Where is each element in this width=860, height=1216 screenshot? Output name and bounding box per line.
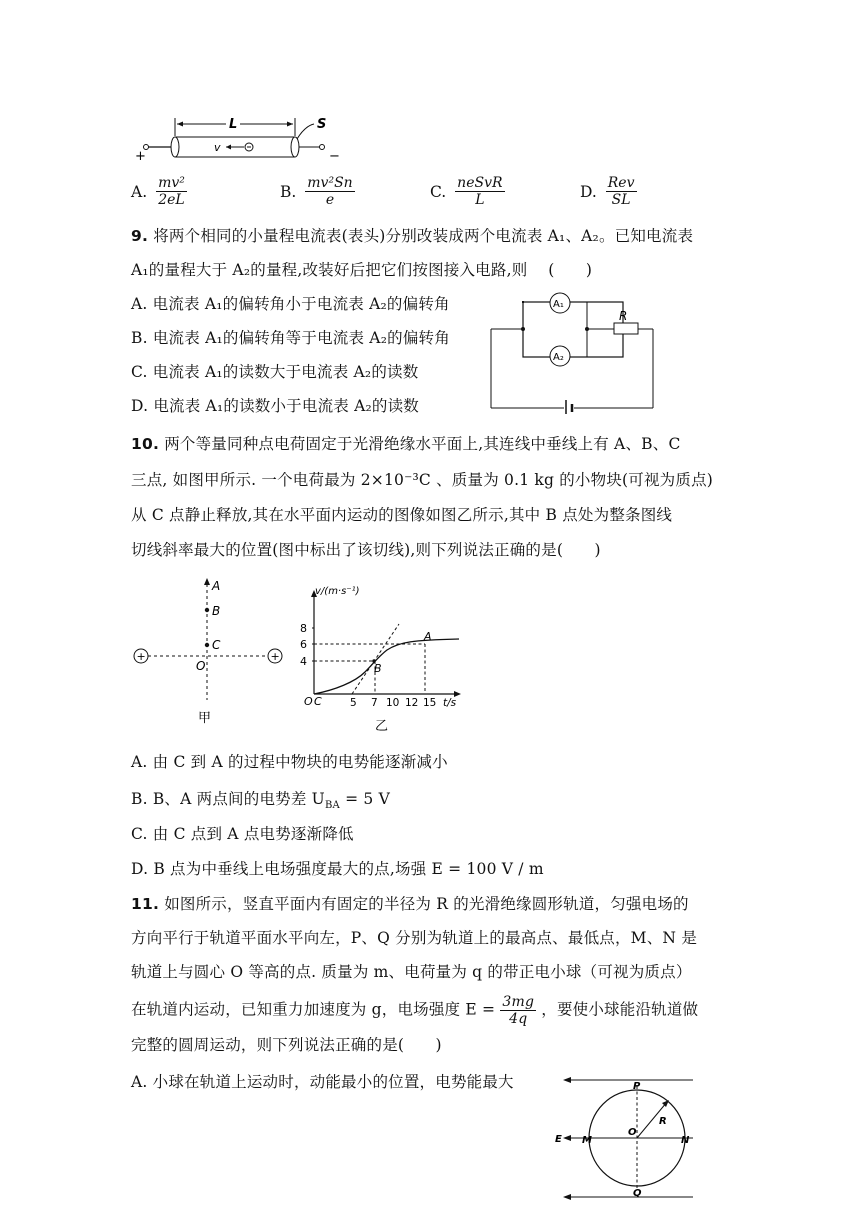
q11-stem-text4-post: ，要使小球能沿轨道做 [541,1000,699,1019]
q11-stem-line5: 完整的圆周运动，则下列说法正确的是( ) [131,1036,442,1054]
q8-option-a-denominator: 2eL [158,192,185,208]
q10-option-b [131,787,390,811]
q8-option-c-label: C. [430,182,447,201]
q8-option-b-label: B. [280,182,297,201]
q9-number: 9. [131,227,149,245]
q10-yi-ytick-6: 6 [300,638,307,651]
q10-yi-ytick-8: 8 [300,622,307,635]
q11-stem-text4-pre: 在轨道内运动，已知重力加速度为 g，电场强度 E = [131,1000,496,1019]
q10-yi-xlabel: t/s [443,697,457,709]
q10-jia-label-A: A [212,579,221,593]
q8-option-c-numerator: neSvR [457,175,503,191]
q10-jia-caption: 甲 [198,711,212,726]
q9-resistor-label: R [619,309,628,323]
q8-option-a-fraction [156,175,187,208]
q9-ammeter-a2-label: A₂ [553,352,564,363]
q8-label-minus: − [329,149,340,164]
q8-label-L: L [229,117,238,132]
q10-yi-label-A: A [424,630,432,643]
svg-text:+: + [136,650,146,663]
q8-option-d-numerator: Rev [607,175,635,191]
q11-label-N: N [681,1135,690,1146]
q9-stem-text1: 将两个相同的小量程电流表(表头)分别改装成两个电流表 A₁、A₂。已知电流表 [153,227,694,245]
q11-stem-text1: 如图所示，竖直平面内有固定的半径为 R 的光滑绝缘圆形轨道，匀强电场的 [164,895,689,913]
q10-yi-ytick-4: 4 [300,655,307,668]
q10-figure-yi [295,580,470,738]
q9-option-d: D. 电流表 A₁的读数小于电流表 A₂的读数 [131,397,419,415]
q10-yi-label-B: B [374,662,382,675]
q8-option-a [131,175,187,208]
q10-stem-line1 [131,432,681,454]
q8-conductor-figure [130,112,350,167]
q10-jia-label-O: O [196,659,206,673]
q11-field-fraction [500,994,536,1027]
q10-yi-xtick-15: 15 [423,697,437,709]
q8-label-S: S [317,117,327,132]
q11-field-denominator: 4q [509,1011,528,1027]
q8-option-c [430,175,505,208]
q10-yi-origin: O [304,695,313,708]
q10-option-b-tail: = 5 V [339,790,390,808]
q9-circuit-figure [488,292,658,414]
q10-number: 10. [131,435,160,453]
q9-stem-line1 [131,224,693,246]
q10-yi-xtick-10: 10 [386,697,400,709]
q11-label-O: O [628,1127,637,1138]
q8-label-plus: + [135,149,146,164]
q10-yi-caption: 乙 [375,719,389,734]
q10-yi-xtick-7: 7 [371,697,378,709]
q8-option-b-fraction [305,175,354,208]
q10-option-b-subscript: BA [324,800,340,812]
q10-option-d: D. B 点为中垂线上电场强度最大的点,场强 E = 100 V / m [131,860,544,878]
q9-stem-line2: A₁的量程大于 A₂的量程,改装好后把它们按图接入电路,则 ( ) [131,261,593,279]
q10-yi-ylabel: v/(m·s⁻¹) [315,586,360,597]
q10-option-c: C. 由 C 点到 A 点电势逐渐降低 [131,825,354,843]
q10-option-a: A. 由 C 到 A 的过程中物块的电势能逐渐减小 [131,753,448,771]
q10-jia-label-B: B [212,604,221,618]
q8-option-a-numerator: mv² [158,175,185,191]
q11-label-P: P [633,1081,641,1092]
q8-option-d [580,175,637,208]
q9-option-c: C. 电流表 A₁的读数大于电流表 A₂的读数 [131,363,419,381]
q10-yi-xtick-5: 5 [350,697,357,709]
q11-option-a: A. 小球在轨道上运动时，动能最小的位置，电势能最大 [131,1073,514,1091]
q8-label-v: v [214,141,221,154]
q10-yi-label-C: C [314,695,322,708]
q11-stem-line4 [131,994,698,1027]
q11-stem-line1 [131,892,689,914]
q8-option-c-fraction [455,175,504,208]
q8-option-d-fraction [606,175,637,208]
q8-option-b-numerator: mv²Sn [307,175,353,191]
q10-yi-graph [300,586,461,734]
q11-circle-track-figure [553,1072,703,1204]
q10-stem-line4: 切线斜率最大的位置(图中标出了该切线),则下列说法正确的是( ) [131,541,601,559]
q9-option-a: A. 电流表 A₁的偏转角小于电流表 A₂的偏转角 [131,295,450,313]
q10-yi-xtick-12: 12 [405,697,419,709]
q8-option-c-denominator: L [475,192,485,208]
q11-label-M: M [582,1135,592,1146]
q8-option-b-denominator: e [325,192,335,208]
q11-field-numerator: 3mg [502,994,535,1010]
q11-label-E: E [555,1134,562,1145]
q8-option-d-label: D. [580,182,597,201]
q11-label-R: R [659,1116,667,1127]
q11-number: 11. [131,895,160,913]
q10-option-b-text: B. B、A 两点间的电势差 U [131,790,325,808]
q11-label-Q: Q [633,1188,642,1199]
svg-text:+: + [270,650,280,663]
q10-figure-jia [128,572,293,732]
q11-stem-line3: 轨道上与圆心 O 等高的点. 质量为 m、电荷量为 q 的带正电小球（可视为质点） [131,963,692,981]
q10-jia-label-C: C [212,638,221,652]
q8-option-d-denominator: SL [611,192,631,208]
q10-stem-line3: 从 C 点静止释放,其在水平面内运动的图像如图乙所示,其中 B 点处为整条图线 [131,506,673,524]
q10-stem-text1: 两个等量同种点电荷固定于光滑绝缘水平面上,其连线中垂线上有 A、B、C [164,435,681,453]
q8-option-b [280,175,355,208]
q11-stem-line2: 方向平行于轨道平面水平向左，P、Q 分别为轨道上的最高点、最低点，M、N 是 [131,929,698,947]
q9-option-b: B. 电流表 A₁的偏转角等于电流表 A₂的偏转角 [131,329,450,347]
q10-stem-line2: 三点, 如图甲所示. 一个电荷最为 2×10⁻³C 、质量为 0.1 kg 的小物块(可视为质点) [131,471,714,489]
q8-option-a-label: A. [131,182,148,201]
q9-ammeter-a1-label: A₁ [553,299,564,310]
